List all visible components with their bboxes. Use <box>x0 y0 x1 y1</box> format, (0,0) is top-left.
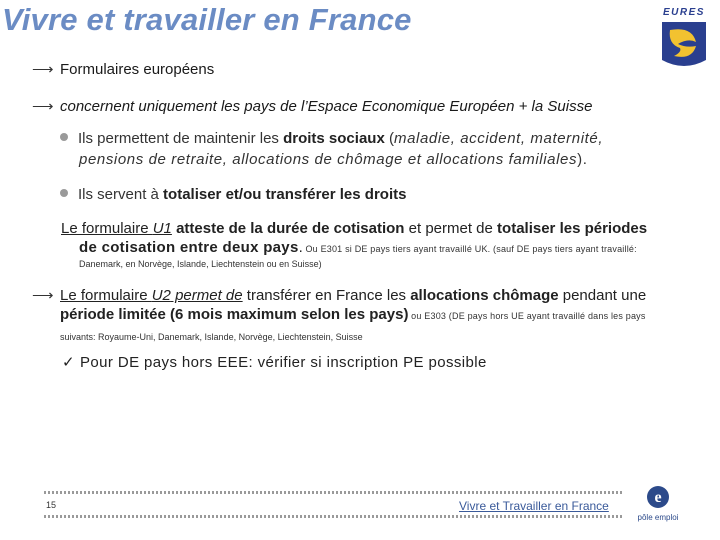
bullet-text: Ils servent à <box>78 186 164 203</box>
pole-emploi-text: pôle emploi <box>637 513 679 522</box>
bullet-totaliser <box>60 186 406 203</box>
u2-note: ou E303 (DE pays hors UE ayant travaillé dans les pays <box>408 311 646 321</box>
eures-logo-text: EURES <box>663 7 705 18</box>
bullet-strong: droits sociaux <box>283 130 385 147</box>
eee-line <box>32 97 592 115</box>
bullet-dot-icon <box>60 133 68 141</box>
bullet-dot-icon <box>60 189 68 197</box>
bullet-strong: totaliser et/ou transférer les droits <box>163 186 407 203</box>
arrow-icon: ⟶ <box>32 98 54 115</box>
u1-strong: atteste de la durée de cotisation <box>171 220 405 237</box>
checkmark-icon: ✓ <box>62 354 75 371</box>
formulaires-text: Formulaires européens <box>60 61 215 78</box>
bullet-droits-sociaux <box>60 130 603 147</box>
u1-note: Ou E301 si DE pays tiers ayant travaillé UK. (sauf DE pays tiers ayant travaillé: <box>302 244 637 254</box>
u1-paragraph-line2: de cotisation entre deux pays. Ou E301 si DE pays tiers ayant travaillé UK. (sauf DE pays tiers ayant travaillé: <box>79 239 637 256</box>
bullet-italic: pensions de retraite, allocations de chômage et allocations familiales <box>79 151 578 168</box>
u2-note-line3: suivants: Royaume-Uni, Danemark, Islande, Norvège, Liechtenstein, Suisse <box>60 332 363 342</box>
u1-note-line3: Danemark, en Norvège, Islande, Liechtenstein ou en Suisse) <box>79 259 322 269</box>
u2-paragraph: ⟶ Le formulaire U2 permet de transférer en France les allocations chômage pendant une <box>32 287 647 304</box>
bullet-droits-sociaux-cont <box>79 151 587 168</box>
footer-title-link[interactable]: Vivre et Travailler en France <box>459 499 609 513</box>
formulaires-line <box>32 60 214 78</box>
bullet-text: ). <box>577 151 588 168</box>
arrow-icon: ⟶ <box>32 287 54 304</box>
bullet-italic: maladie, accident, maternité, <box>393 130 604 147</box>
footer-divider <box>44 515 622 518</box>
u1-link[interactable]: Le formulaire U1 <box>61 220 172 237</box>
bullet-text: ( <box>384 130 394 147</box>
pole-emploi-letter: e <box>654 489 662 506</box>
u2-link[interactable]: Le formulaire U2 permet de <box>60 287 243 304</box>
eee-text: concernent uniquement les pays de l’Espace Economique Européen + la Suisse <box>60 98 593 115</box>
eures-logo <box>652 2 716 72</box>
checklist-text: Pour DE pays hors EEE: vérifier si inscription PE possible <box>80 354 487 371</box>
u1-paragraph: Le formulaire U1 atteste de la durée de cotisation et permet de totaliser les périodes <box>61 220 648 237</box>
page-number: 15 <box>46 500 57 510</box>
arrow-icon: ⟶ <box>32 61 54 78</box>
page-title: Vivre et travailler en France <box>2 2 412 37</box>
footer-divider <box>44 491 622 494</box>
checklist-item <box>62 353 487 371</box>
pole-emploi-logo <box>636 484 680 524</box>
bullet-text: Ils permettent de maintenir les <box>78 130 284 147</box>
u2-paragraph-line2: période limitée (6 mois maximum selon les pays) ou E303 (DE pays hors UE ayant travaillé dans les pays <box>60 306 646 323</box>
